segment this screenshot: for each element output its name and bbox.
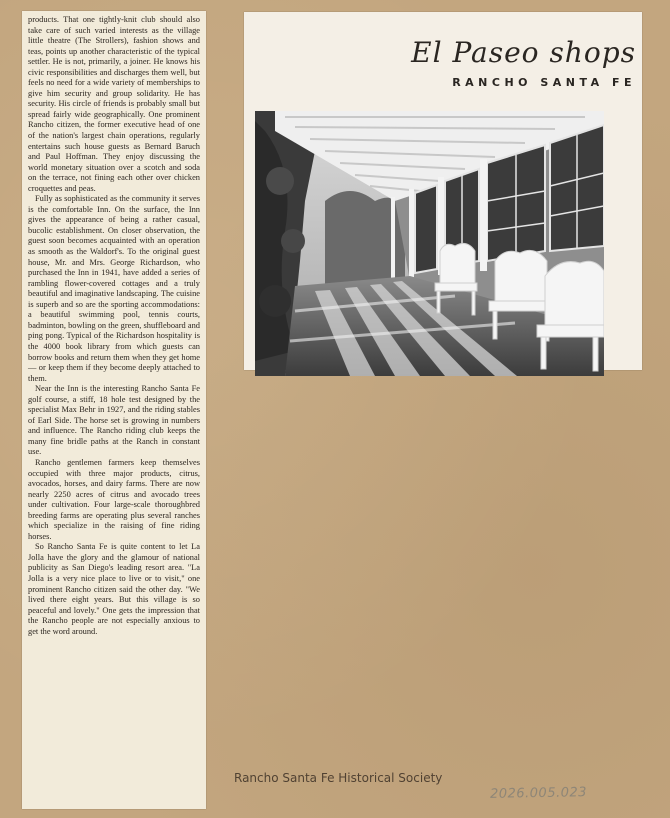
- article-paragraph: Rancho gentlemen farmers keep themselves occupied with three major products, citrus, avocados, horses, and dairy farms. There are now nearly 2250 acres of citrus and avocado trees under cultivation. Four large-scale thoroughbred breeding farms are operating plus several ranches which specialize in the raising of fine riding horses.: [28, 457, 200, 541]
- article-paragraph: products. That one tightly-knit club should also take care of such varied interests as the village little theatre (The Strollers), fashion shows and teas, points up another characteristic of the typical settler. He is not, primarily, a joiner. He knows his civic responsibilities and discharges them well, but feels no need for a wide variety of memberships to give him security and group solidarity. He has security. His circle of friends is probably small but spread fairly wide geographically. One prominent Rancho citizen, the former executive head of one of the nation's largest chain operations, regularly entertains such house guests as Bernard Baruch and Paul Hoffman. They enjoy discussing the world monetary situation over a scotch and soda on the terrace, not fining each other over chicken croquettes and peas.: [28, 15, 200, 193]
- arcade-photo: [255, 111, 604, 376]
- arcade-photo-graphic: [255, 111, 604, 376]
- accession-number: 2026.005.023: [489, 785, 588, 802]
- newspaper-clipping: [22, 11, 206, 809]
- card-title: El Paseo shops: [411, 36, 636, 69]
- archive-credit: Rancho Santa Fe Historical Society: [234, 771, 443, 785]
- card-subtitle: RANCHO SANTA FE: [452, 76, 636, 89]
- article-paragraph: Fully as sophisticated as the community it serves is the comfortable Inn. On the surface, the Inn gives the appearance of being a rather casual, bucolic establishment. On closer observation, the guest soon becomes acquainted with an operation as smooth as the Waldorf's. To the original guest house, Mr. and Mrs. George Richardson, who purchased the Inn in 1941, have added a series of rambling flower-covered cottages and a truly beautiful and imaginative landscaping. The cuisine is superb and so are the sporting accommodations: a beautiful swimming pool, tennis courts, badminton, bowling on the green, shuffleboard and ping pong. Typical of the Richardson hospitality is the 4000 book library from which guests can borrow books and return them when they get home — or keep them if they become deeply attached to them.: [28, 194, 200, 383]
- article-text: [28, 15, 200, 637]
- photo-card: [244, 12, 642, 370]
- article-paragraph: Near the Inn is the interesting Rancho Santa Fe golf course, a stiff, 18 hole test designed by the specialist Max Behr in 1927, and the riding stables of Earl Side. The horse set is growing in numbers and influence. The Rancho riding club keeps the many fine bridle paths at the Ranch in constant use.: [28, 384, 200, 457]
- article-paragraph: So Rancho Santa Fe is quite content to let La Jolla have the glory and the glamour of national publicity as San Diego's leading resort area. "La Jolla is a very nice place to live or to visit," one prominent Rancho citizen said the other day. "We lived there eight years. But this village is so peaceful and lovely." One gets the impression that the Rancho people are not especially anxious to get the word around.: [28, 542, 200, 636]
